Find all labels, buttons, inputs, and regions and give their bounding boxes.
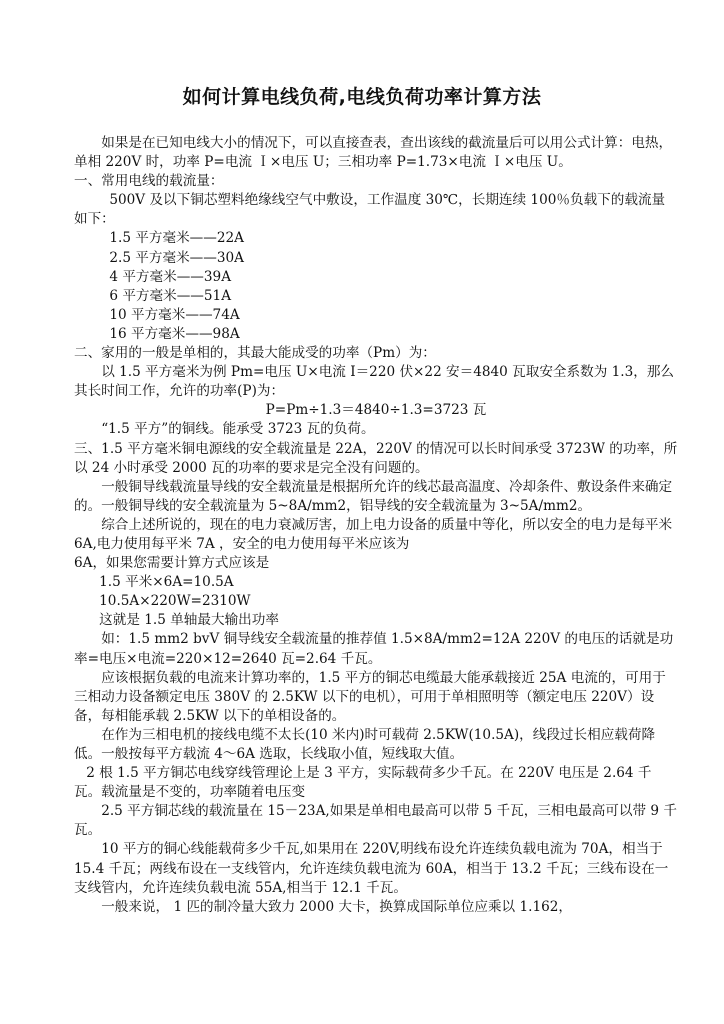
formula-line: P=Pm÷1.3＝4840÷1.3=3723 瓦 <box>265 402 487 419</box>
paragraph-summary-cont: 6A，如果您需要计算方式应该是 <box>74 555 270 572</box>
paragraph-10-sqmm: 10 平方的铜心线能载荷多少千瓦,如果用在 220V,明线布设允许连续负载电流为 70A，相当于 15.4 千瓦；两线布设在一支线管内，允许连续负载电流为 60A，相当于 13.2 千瓦；三线布设在一支线管内，允许连续负载电流 55A,相当于 12.1 千瓦。 <box>74 841 669 896</box>
section-heading-2: 二、家用的一般是单相的，其最大能成受的功率（Pm）为： <box>74 345 436 362</box>
list-item: 16 平方毫米——98A <box>109 325 240 342</box>
paragraph-conditions <box>74 191 678 229</box>
section-heading-1: 一、常用电线的载流量： <box>74 173 224 190</box>
paragraph-summary: 综合上述所说的，现在的电力衰减厉害，加上电力设备的质量中等化，所以安全的电力是每平米 6A,电力使用每平米 7A ，安全的电力使用每平米应该为 <box>74 516 673 552</box>
list-item: 6 平方毫米——51A <box>109 287 232 304</box>
document-title: 如何计算电线负荷,电线负荷功率计算方法 <box>182 86 542 108</box>
paragraph-bvv: 如：1.5 mm2 bvV 铜导线安全载流量的推荐值 1.5×8A/mm2=12A 220V 的电压的话就是功率=电压×电流=220×12=2640 瓦=2.64 千瓦。 <box>74 631 674 667</box>
list-item: 4 平方毫米——39A <box>109 268 232 285</box>
paragraph-cooling: 一般来说， 1 匹的制冷量大致力 2000 大卡，换算成国际单位应乘以 1.162， <box>101 898 572 915</box>
document-body <box>74 134 678 917</box>
paragraph-two-wires: 2 根 1.5 平方铜芯电线穿线管理论上是 3 平方，实际载荷多少千瓦。在 220V 电压是 2.64 千瓦。载流量是不变的，功率随着电压变 <box>74 765 652 801</box>
paragraph-safe-current: 一般铜导线载流量导线的安全载流量是根据所允许的线芯最高温度、冷却条件、敷设条件来确定的。一般铜导线的安全载流量为 5~8A/mm2，铝导线的安全载流量为 3~5A/mm2。 <box>74 478 673 514</box>
paragraph-2-5-sqmm: 2.5 平方铜芯线的载流量在 15－23A,如果是单相电最高可以带 5 千瓦，三相电最高可以带 9 千瓦。 <box>74 803 677 839</box>
section-heading-3: 三、1.5 平方毫米铜电源线的安全载流量是 22A，220V 的情况可以长时间承受 3723W 的功率，所以 24 小时承受 2000 瓦的功率的要求是完全没有问题的。 <box>74 440 678 476</box>
paragraph-conditions-text: 500V 及以下铜芯塑料绝缘线空气中敷设，工作温度 30℃，长期连续 100％负载下的载流量如下： <box>74 192 666 228</box>
paragraph-load-current: 应该根据负载的电流来计算功率的，1.5 平方的铜芯电缆最大能承载接近 25A 电流的，可用于三相动力设备额定电压 380V 的 2.5KW 以下的电机），可用于单相照明等（额定电压 220V）设备，每相能承载 2.5KW 以下的单相设备的。 <box>74 669 666 724</box>
paragraph-conclusion: “1.5 平方”的铜线。能承受 3723 瓦的负荷。 <box>101 421 375 438</box>
list-item: 1.5 平方毫米——22A <box>109 230 244 247</box>
calc-line: 1.5 平米×6A=10.5A <box>99 574 234 591</box>
calc-line: 10.5A×220W=2310W <box>99 593 251 610</box>
list-item: 2.5 平方毫米——30A <box>109 249 244 266</box>
calc-line: 这就是 1.5 单轴最大输出功率 <box>99 612 279 629</box>
paragraph-intro: 如果是在已知电线大小的情况下，可以直接查表，查出该线的截流量后可以用公式计算：电热，单相 220V 时，功率 P=电流 Ｉ×电压 U；三相功率 P=1.73×电流 Ｉ×电压 U。 <box>74 135 673 171</box>
paragraph-example: 以 1.5 平方毫米为例 Pm=电压 U×电流 I＝220 伏×22 安＝4840 瓦取安全系数为 1.3，那么其长时间工作，允许的功率(P)为： <box>74 364 675 400</box>
paragraph-three-phase: 在作为三相电机的接线电缆不太长(10 米内)时可载荷 2.5KW(10.5A)，线段过长相应载荷降低。一般按每平方载流 4～6A 选取，长线取小值，短线取大值。 <box>74 726 656 762</box>
list-item: 10 平方毫米——74A <box>109 306 240 323</box>
